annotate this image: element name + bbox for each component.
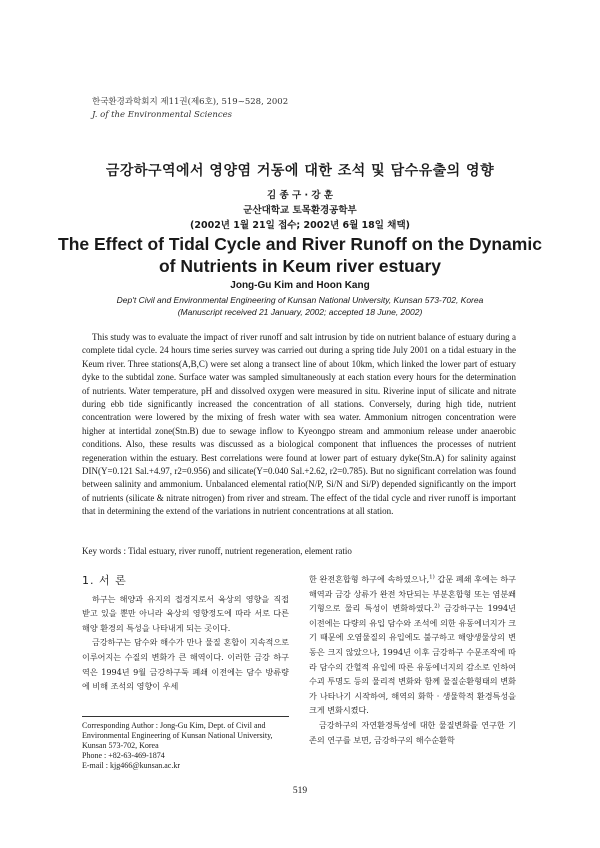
left-column <box>82 572 289 694</box>
right-paragraph-2: 금강하구의 자연환경특성에 대한 물질변화를 연구한 기존의 연구를 보면, 금강하구의 해수순환학 <box>309 719 516 745</box>
reference-2: 2) <box>434 603 440 610</box>
footnote-author: Corresponding Author : Jong-Gu Kim, Dept. of Civil and Environmental Engineering of Kunsan National University, Kunsan 573-702, Korea <box>82 721 273 750</box>
affiliation-english: Dep't Civil and Environmental Engineering of Kunsan National University, Kunsan 573-702, Korea <box>116 295 484 305</box>
journal-name-en: J. of the Environmental Sciences <box>92 110 233 120</box>
footnote-phone: Phone : +82-63-469-1874 <box>82 751 165 760</box>
received-date-korean: (2002년 1월 21일 접수; 2002년 6월 18일 채택) <box>190 220 410 231</box>
journal-header <box>92 96 288 122</box>
abstract: This study was to evaluate the impact of river runoff and salt intrusion by tide on nutrient balance of estuary during a complete tidal cycle. 24 hours time series survey was carried out during a spring tide July 2001 on a tidal estuary in the Keum river. Three stations(A,B,C) were set along a transect line of about 10km, which linked the lower part of estuary dyke to the subtidal zone. Surface water was sampled simultaneously at each station every hours for the determination of nutrients. Water temperature, pH and dissolved oxygen were measured in situ. Riverine input of silicate and nitrate during ebb tide significantly increased the concentration of all stations. Conversely, during high tide, nutrient concentration were lowered by the mixing of fresh water with sea water. Ammonium nitrogen concentration were higher at intertidal zone(Stn.B) due to sewage inflow to Kyeongpo stream and ammonium release under anaerobic conditions. Also, these results was discussed as a biological component that influences the processes of nutrient regeneration within the estuary. Best correlations were found at lower part of estuary dyke(Stn.A) for salinity against DIN(Y=0.121 Sal.+4.97, r2=0.956) and silicate(Y=0.040 Sal.+2.62, r2=0.785). But no significant correlation was found between salinity and ammonium. Unbalanced elemental ratio(N/P, Si/N and Si/P) depended significantly on the import of nutrients (silicate & nitrate nitrogen) from river and stream. The effect of the tidal cycle and river runoff is important that in determining the extend of the variations in nutrient concentrations at all station. <box>82 332 516 517</box>
footnote-email: E-mail : kjg466@kunsan.ac.kr <box>82 761 181 770</box>
right-p1-part-a: 한 완전혼합형 하구에 속하였으나, <box>309 574 430 584</box>
right-paragraph-1 <box>309 572 516 718</box>
journal-citation-ko: 한국환경과학회지 제11권(제6호), 519~528, 2002 <box>92 97 289 107</box>
title-english-line1: The Effect of Tidal Cycle and River Runoff on the Dynamic <box>58 234 542 254</box>
affiliation-korean: 군산대학교 토목환경공학부 <box>243 205 357 216</box>
intro-paragraph-1: 하구는 해양과 유지의 접경지로서 육상의 영향을 직접 받고 있을 뿐만 아니라 육상의 영향정도에 따라 서로 다른 해양 환경의 특성을 나타내게 되는 곳이다. <box>82 593 289 633</box>
page-number: 519 <box>292 786 308 796</box>
right-column <box>309 572 516 747</box>
title-korean: 금강하구역에서 영양염 거동에 대한 조석 및 담수유출의 영향 <box>105 163 495 179</box>
authors-korean-block <box>0 188 600 233</box>
affiliation-english-block <box>0 294 600 318</box>
right-p1-part-b: 갑문 폐쇄 후에는 하구해역과 금강 상류가 완전 차단되는 부분혼합형 또는 염분쐐기형으로 물리 특성이 변화하였다. <box>309 574 516 614</box>
author-names-korean: 김 종 구 · 강 훈 <box>266 190 334 201</box>
author-names-english: Jong-Gu Kim and Hoon Kang <box>230 280 370 291</box>
received-date-english: (Manuscript received 21 January, 2002; accepted 18 June, 2002) <box>177 307 423 317</box>
section-heading-introduction: 1. 서 론 <box>82 574 127 587</box>
intro-paragraph-2: 금강하구는 담수와 해수가 만나 물질 혼합이 지속적으로 이루어지는 수질의 변화가 큰 해역이다. 이러한 금강 하구역은 1994년 9월 금강하구둑 폐쇄 이전에는 담수 방류량에 비해 조석의 영향이 우세 <box>82 637 289 692</box>
title-english-line2: of Nutrients in Keum river estuary <box>158 256 442 276</box>
keywords: Key words : Tidal estuary, river runoff, nutrient regeneration, element ratio <box>82 546 352 556</box>
title-english <box>0 233 600 277</box>
right-p1-part-c: 금강하구는 1994년 이전에는 다량의 유입 담수와 조석에 의한 유동에너지가 크기 때문에 오염물질의 유입에도 불구하고 해양생물상의 변동은 크지 않았으나, 1994년 이후 금강하구 수문조작에 따라 담수의 간헐적 유입에 따른 유동에너지의 감소로 인하여 수괴 투명도 등의 물리적 변화와 함께 물질순환형태의 변화가 나타나기 시작하여, 해역의 화학 · 생물학적 환경특성을 크게 변화시켰다. <box>309 603 516 716</box>
corresponding-author-footnote <box>82 716 289 771</box>
reference-1: 1) <box>429 574 435 581</box>
